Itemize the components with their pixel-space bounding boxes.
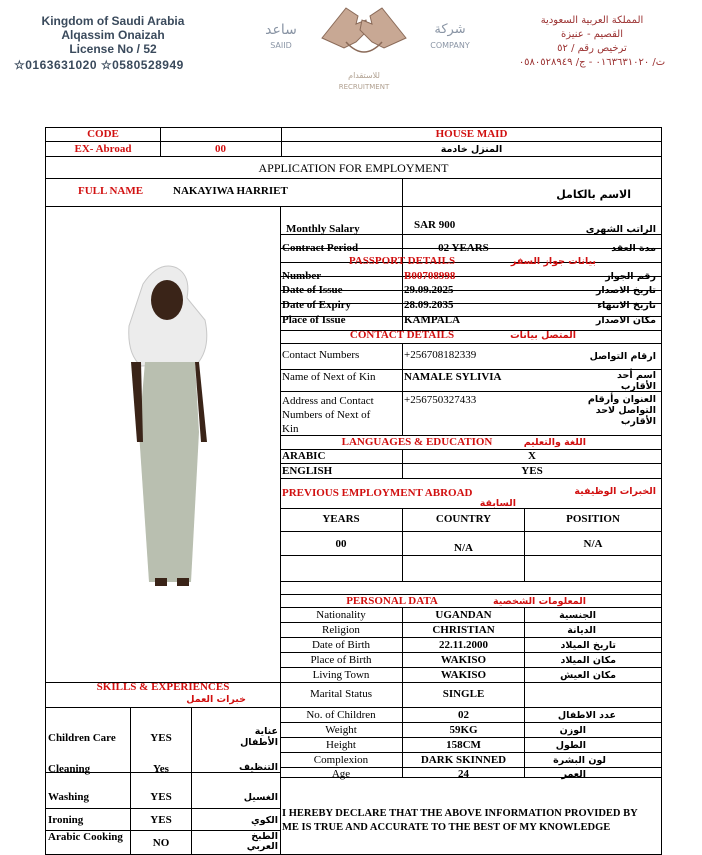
language-english-value: YES xyxy=(521,465,543,477)
header-ar-phones: ت/ ٠١٦٣٦٣١٠٢٠ - ج/ ٠٥٨٠٥٢٨٩٤٩ xyxy=(518,57,666,68)
skill-cleaning-label: Cleaning xyxy=(48,763,91,775)
header-license: License No / 52 xyxy=(69,42,157,56)
divider xyxy=(280,343,661,344)
full-name-value: NAKAYIWA HARRIET xyxy=(173,185,288,197)
previous-years-value: 00 xyxy=(335,538,347,550)
skill-children-care-ar-1: عناية xyxy=(254,726,278,737)
birth-place-label: Place of Birth xyxy=(310,654,372,666)
period-label: Contract Period xyxy=(282,242,359,254)
header-phones: ☆0163631020 ☆0580528949 xyxy=(14,58,184,72)
skill-children-care-value: YES xyxy=(150,732,172,744)
skill-ironing-label: Ironing xyxy=(48,814,84,826)
divider xyxy=(280,752,661,753)
marital-status-value: SINGLE xyxy=(442,688,485,700)
birth-place-value: WAKISO xyxy=(440,654,487,666)
previous-title: PREVIOUS EMPLOYMENT ABROAD xyxy=(282,487,473,499)
period-ar: مدة العقد xyxy=(611,243,656,254)
skill-arabic-cooking-ar xyxy=(192,832,278,852)
weight-ar: الوزن xyxy=(559,725,586,736)
address-label xyxy=(282,394,374,436)
divider xyxy=(280,667,661,668)
salary-label: Monthly Salary xyxy=(286,223,360,235)
address-ar-1: العنوان وأرقام xyxy=(587,394,656,405)
skills-title: SKILLS & EXPERIENCES xyxy=(96,681,230,693)
passport-title-ar: بيانات جواز السفر xyxy=(510,256,596,267)
complexion-label: Complexion xyxy=(313,754,369,766)
expiry-date-value: 28.09.2035 xyxy=(404,299,454,311)
divider xyxy=(46,156,661,157)
languages-title-ar: اللغة والتعليم xyxy=(523,437,586,448)
salary-value: SAR 900 xyxy=(414,219,456,231)
divider xyxy=(46,178,661,179)
skill-ironing-value: YES xyxy=(150,814,172,826)
living-town-ar: مكان العيش xyxy=(560,670,616,681)
language-arabic-label: ARABIC xyxy=(282,450,326,462)
skill-cleaning-ar: التنظيف xyxy=(238,762,278,773)
divider xyxy=(46,206,661,207)
declaration-line-1: I HEREBY DECLARE THAT THE ABOVE INFORMATION PROVIDED BY xyxy=(282,808,638,819)
height-ar: الطول xyxy=(555,740,586,751)
passport-number-value: B00708998 xyxy=(404,270,456,282)
issue-date-value: 29.09.2025 xyxy=(404,284,454,296)
contact-title: CONTACT DETAILS xyxy=(349,329,455,341)
height-label: Height xyxy=(326,739,356,751)
divider xyxy=(280,531,661,532)
religion-value: CHRISTIAN xyxy=(432,624,495,636)
marital-status-label: Marital Status xyxy=(309,688,373,700)
age-label: Age xyxy=(331,768,351,780)
divider xyxy=(280,622,661,623)
living-town-value: WAKISO xyxy=(440,669,487,681)
nationality-ar: الجنسية xyxy=(559,610,596,621)
candidate-photo xyxy=(125,262,215,588)
address-value: +256750327433 xyxy=(404,394,477,406)
brand-left xyxy=(256,22,306,54)
skill-cleaning-value: Yes xyxy=(153,763,169,775)
logo-en: RECRUITMENT xyxy=(338,83,390,91)
expiry-date-label: Date of Expiry xyxy=(282,299,352,311)
children-value: 02 xyxy=(458,709,469,721)
code-value: EX- Abroad xyxy=(74,143,132,155)
skill-children-care-ar xyxy=(192,726,278,748)
language-english-label: ENGLISH xyxy=(282,465,333,477)
personal-title-ar: المعلومات الشخصية xyxy=(492,596,586,607)
declaration-line-2: ME IS TRUE AND ACCURATE TO THE BEST OF MY KNOWLEDGE xyxy=(282,822,611,833)
height-value: 158CM xyxy=(446,739,481,751)
contact-title-ar: المتصل بيانات xyxy=(510,330,576,341)
brand-left-ar: ساعد xyxy=(265,22,297,38)
divider xyxy=(280,637,661,638)
languages-title: LANGUAGES & EDUCATION xyxy=(341,436,493,448)
skill-arabic-cooking-value: NO xyxy=(152,837,170,849)
contact-numbers-value: +256708182339 xyxy=(404,349,477,361)
salary-ar: الراتب الشهري xyxy=(585,224,656,235)
next-of-kin-label: Name of Next of Kin xyxy=(282,371,376,383)
divider xyxy=(280,463,661,464)
previous-years-header: YEARS xyxy=(322,513,360,525)
header-city: Alqassim Onaizah xyxy=(61,28,165,42)
religion-ar: الديانة xyxy=(567,625,596,636)
personal-title: PERSONAL DATA xyxy=(346,595,438,607)
birth-date-label: Date of Birth xyxy=(311,639,371,651)
passport-number-ar: رقم الجواز xyxy=(605,271,656,282)
religion-label: Religion xyxy=(322,624,360,636)
header-ar-country: المملكة العربية السعودية xyxy=(540,15,644,26)
divider xyxy=(46,707,280,708)
address-ar-3: الأقارب xyxy=(620,416,656,427)
skill-washing-value: YES xyxy=(150,791,172,803)
skill-arabic-cooking-ar-2: العربي xyxy=(246,841,278,852)
skill-ironing-ar: الكوي xyxy=(250,815,278,826)
divider xyxy=(46,141,661,142)
previous-title-ar-2: السابقة xyxy=(479,498,516,509)
header-arabic xyxy=(492,14,692,70)
code-label: CODE xyxy=(87,128,119,140)
previous-title-ar: الخبرات الوظيفية xyxy=(574,486,656,497)
address-label-1: Address and Contact xyxy=(282,395,374,407)
skill-children-care-label: Children Care xyxy=(48,732,116,744)
brand-right xyxy=(420,22,480,54)
next-of-kin-ar-1: اسم أحد xyxy=(617,370,656,381)
address-label-3: Kin xyxy=(282,423,299,435)
weight-label: Weight xyxy=(325,724,357,736)
divider xyxy=(280,652,661,653)
issue-place-ar: مكان الاصدار xyxy=(595,315,656,326)
header-ar-city: القصيم - عنيزة xyxy=(561,29,623,40)
full-name-ar: الاسم بالكامل xyxy=(556,188,631,201)
address-label-2: Numbers of Next of xyxy=(282,409,371,421)
house-maid-ar: المنزل خادمة xyxy=(440,144,503,155)
full-name-label: FULL NAME xyxy=(78,185,144,197)
next-of-kin-ar xyxy=(526,370,656,392)
skill-washing-ar: الغسيل xyxy=(243,792,278,803)
skill-arabic-cooking-ar-1: الطبخ xyxy=(251,831,278,842)
previous-position-value: N/A xyxy=(583,538,603,550)
issue-date-ar: تاريخ الاصدار xyxy=(595,285,656,296)
logo-ar: للاستقدام xyxy=(348,71,380,80)
children-label: No. of Children xyxy=(306,709,376,721)
living-town-label: Living Town xyxy=(312,669,370,681)
children-ar: عدد الاطفال xyxy=(557,710,616,721)
divider xyxy=(280,737,661,738)
next-of-kin-ar-2: الأقارب xyxy=(620,381,656,392)
skill-washing-label: Washing xyxy=(48,791,89,803)
previous-country-value: N/A xyxy=(454,542,473,554)
complexion-ar: لون البشرة xyxy=(553,755,606,766)
previous-position-header: POSITION xyxy=(566,513,620,525)
brand-left-en: SAIID xyxy=(270,41,292,50)
divider xyxy=(402,178,403,207)
skill-children-care-ar-2: الأطفال xyxy=(240,737,278,748)
divider xyxy=(280,722,661,723)
complexion-value: DARK SKINNED xyxy=(420,754,507,766)
brand-right-ar: شركة xyxy=(434,22,466,37)
header-english xyxy=(8,14,218,72)
birth-place-ar: مكان الميلاد xyxy=(560,655,616,666)
divider xyxy=(46,808,280,809)
language-arabic-value: X xyxy=(528,450,536,462)
code-number: 00 xyxy=(215,143,226,155)
divider xyxy=(280,555,661,556)
brand-right-en: COMPANY xyxy=(430,41,470,50)
birth-date-value: 22.11.2000 xyxy=(439,639,488,651)
contact-numbers-label: Contact Numbers xyxy=(282,349,360,361)
divider xyxy=(402,262,403,330)
divider xyxy=(280,581,661,582)
divider xyxy=(280,478,661,479)
issue-date-label: Date of Issue xyxy=(282,284,343,296)
header-country: Kingdom of Saudi Arabia xyxy=(41,14,185,28)
next-of-kin-value: NAMALE SYLIVIA xyxy=(404,371,502,383)
weight-value: 59KG xyxy=(449,724,478,736)
house-maid-label: HOUSE MAID xyxy=(435,128,508,140)
period-value: 02 YEARS xyxy=(438,242,489,254)
passport-title: PASSPORT DETAILS xyxy=(348,255,456,267)
divider xyxy=(130,707,131,854)
address-ar-2: التواصل لاحد xyxy=(595,405,656,416)
previous-country-header: COUNTRY xyxy=(435,513,492,525)
issue-place-value: KAMPALA xyxy=(404,314,461,326)
skill-arabic-cooking-label: Arabic Cooking xyxy=(48,831,123,843)
divider xyxy=(280,707,661,708)
age-value: 24 xyxy=(458,768,469,780)
application-title: APPLICATION FOR EMPLOYMENT xyxy=(258,161,449,175)
divider xyxy=(402,343,403,435)
nationality-label: Nationality xyxy=(316,609,366,621)
address-ar xyxy=(526,394,656,427)
age-ar: العمر xyxy=(561,769,586,780)
issue-place-label: Place of Issue xyxy=(282,314,346,326)
nationality-value: UGANDAN xyxy=(435,609,492,621)
birth-date-ar: تاريخ الميلاد xyxy=(560,640,616,651)
expiry-date-ar: تاريخ الانتهاء xyxy=(597,300,656,311)
header-ar-license: ترخيص رقم / ٥٢ xyxy=(557,43,627,54)
company-logo-icon xyxy=(316,2,412,94)
contact-numbers-ar: ارقام التواصل xyxy=(589,351,656,362)
passport-number-label: Number xyxy=(282,270,322,282)
skills-title-ar: خبرات العمل xyxy=(186,694,246,705)
